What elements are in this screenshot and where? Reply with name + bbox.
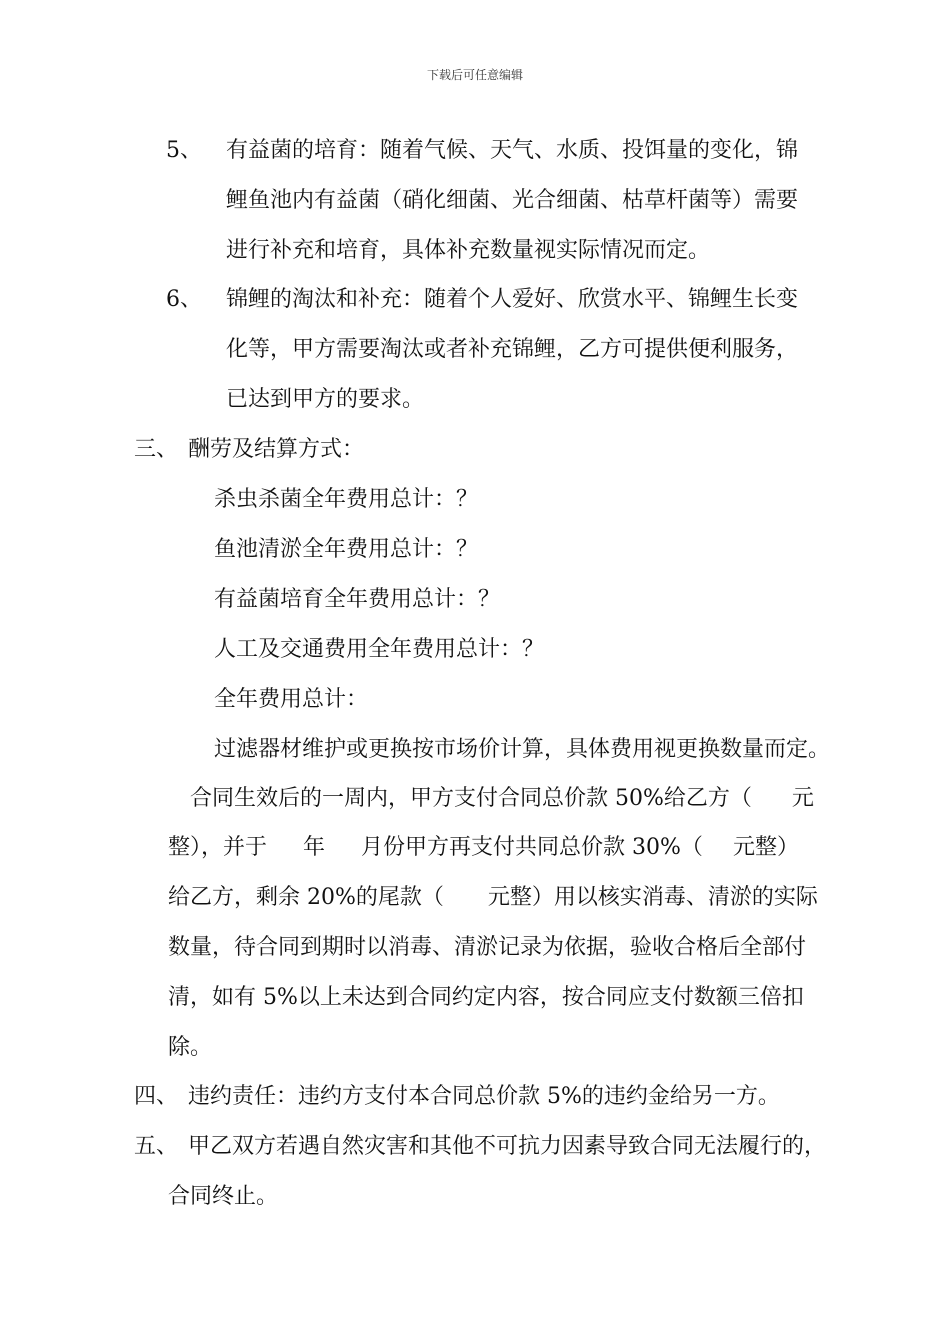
item-5-line-2: 鲤鱼池内有益菌（硝化细菌、光合细菌、枯草杆菌等）需要 [226,188,799,213]
section-4-text: 违约责任：违约方支付本合同总价款 5%的违约金给另一方。 [188,1084,780,1109]
item-5-number: 5、 [166,138,202,163]
item-6-line-2: 化等，甲方需要淘汰或者补充锦鲤，乙方可提供便利服务， [226,337,799,362]
payment-line-2-text-a: 整），并于 [168,835,268,860]
item-6-line-3: 已达到甲方的要求。 [226,387,425,412]
payment-line-2-year: 年 [303,835,326,860]
fee-line-filter: 过滤器材维护或更换按市场价计算，具体费用视更换数量而定。 [214,737,831,762]
section-5-number: 五、 [134,1134,179,1159]
page-header: 下载后可任意编辑 [426,68,523,82]
payment-line-2 [168,833,799,863]
fee-line-labor: 人工及交通费用全年费用总计：？ [214,637,545,662]
payment-line-3-text-b: 元整）用以核实消毒、清淤的实际 [487,885,818,910]
payment-line-1-end: 元 [791,786,814,811]
fee-line-total: 全年费用总计： [214,687,369,712]
section-3-title: 酬劳及结算方式： [188,437,365,462]
item-6-number: 6、 [166,287,202,312]
item-5-line-1: 有益菌的培育：随着气候、天气、水质、投饵量的变化，锦 [226,138,799,163]
section-5-line-1: 甲乙双方若遇自然灾害和其他不可抗力因素导致合同无法履行的， [188,1134,827,1159]
payment-line-2-text-d: 元整） [732,835,799,860]
payment-line-1 [190,784,814,814]
payment-line-4: 数量，待合同到期时以消毒、清淤记录为依据，验收合格后全部付 [168,935,807,960]
item-6-line-1: 锦鲤的淘汰和补充：随着个人爱好、欣赏水平、锦鲤生长变 [226,287,799,312]
payment-line-1-text: 合同生效后的一周内，甲方支付合同总价款 50%给乙方（ [190,786,752,811]
section-4-number: 四、 [134,1084,179,1109]
payment-line-3-text-a: 给乙方，剩余 20%的尾款（ [168,885,444,910]
fee-line-pest: 杀虫杀菌全年费用总计：？ [214,487,479,512]
payment-line-3 [168,883,818,913]
section-3-number: 三、 [134,437,179,462]
payment-line-6: 除。 [168,1035,213,1060]
payment-line-5: 清，如有 5%以上未达到合同约定内容，按合同应支付数额三倍扣 [168,985,804,1010]
fee-line-bacteria: 有益菌培育全年费用总计：？ [214,587,501,612]
payment-line-2-text-c: 月份甲方再支付共同总价款 30%（ [361,835,703,860]
item-5-line-3: 进行补充和培育，具体补充数量视实际情况而定。 [226,238,711,263]
fee-line-dredge: 鱼池清淤全年费用总计：？ [214,537,479,562]
section-5-line-2: 合同终止。 [168,1184,279,1209]
